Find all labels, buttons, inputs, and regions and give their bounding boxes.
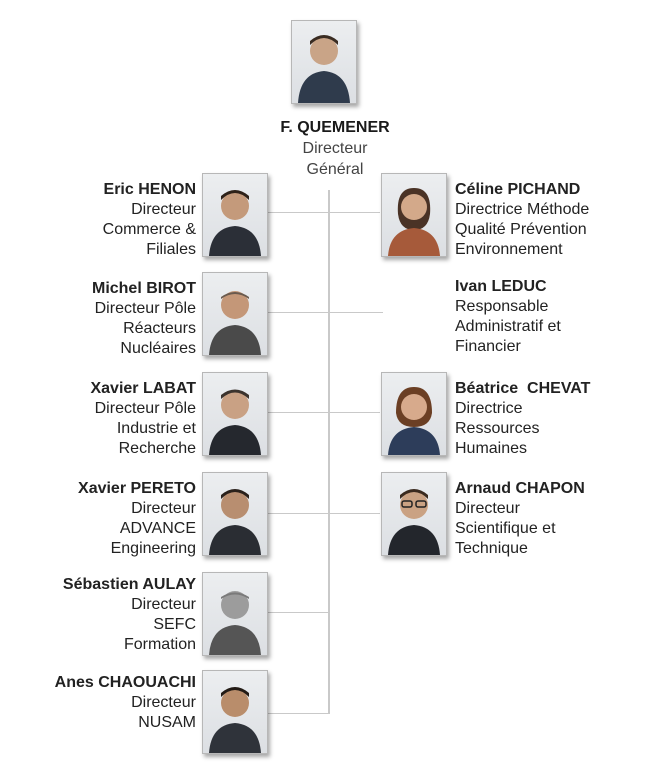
director-general-role-line: Général [306, 161, 364, 178]
person-role-line: Réacteurs [123, 320, 196, 337]
person-role-line: Nucléaires [120, 340, 196, 357]
person-role-line: Directrice [455, 400, 523, 417]
director-general-role-line: Directeur [302, 140, 368, 157]
left-person-photo [202, 472, 268, 556]
person-name: Ivan LEDUC [455, 278, 547, 295]
left-person-card [0, 379, 196, 459]
person-role-line: Technique [455, 540, 528, 557]
person-name: Arnaud CHAPON [455, 480, 585, 497]
connector-line [268, 513, 380, 514]
person-role-line: Directeur [131, 201, 196, 218]
left-person-photo [202, 572, 268, 656]
person-silhouette-icon [382, 473, 446, 555]
left-person-card [0, 180, 196, 260]
director-general-name: F. QUEMENER [280, 119, 390, 136]
connector-line [268, 212, 380, 213]
person-role-line: Ressources [455, 420, 540, 437]
person-role-line: Directrice Méthode [455, 201, 590, 218]
person-silhouette-icon [203, 473, 267, 555]
trunk-line [328, 190, 330, 714]
person-role-line: Directeur [455, 500, 520, 517]
right-person-card [455, 379, 655, 459]
person-role-line: Filiales [146, 241, 196, 258]
person-role-line: ADVANCE [119, 520, 196, 537]
right-person-card [455, 277, 655, 357]
person-role-line: Formation [123, 636, 196, 653]
person-role-line: Engineering [110, 540, 196, 557]
left-person-photo [202, 173, 268, 257]
left-person-photo [202, 372, 268, 456]
connector-line [268, 612, 329, 613]
right-person-photo [381, 173, 447, 257]
connector-line [268, 713, 329, 714]
person-role-line: Financier [455, 338, 521, 355]
person-role-line: Responsable [455, 298, 549, 315]
left-person-card [0, 575, 196, 655]
left-person-card [0, 279, 196, 359]
person-role-line: Directeur [131, 500, 196, 517]
person-role-line: Environnement [455, 241, 563, 258]
person-silhouette-icon [203, 174, 267, 256]
person-role-line: Recherche [118, 440, 196, 457]
person-name: Béatrice CHEVAT [455, 380, 591, 397]
director-general-card [230, 117, 440, 180]
person-role-line: NUSAM [138, 714, 196, 731]
person-name: Xavier PERETO [78, 480, 196, 497]
person-name: Michel BIROT [91, 280, 196, 297]
left-person-card [0, 479, 196, 559]
person-role-line: Scientifique et [455, 520, 556, 537]
left-person-card [0, 673, 196, 733]
person-silhouette-icon [203, 273, 267, 355]
person-role-line: Directeur Pôle [94, 300, 196, 317]
person-role-line: Directeur [131, 596, 196, 613]
person-role-line: Industrie et [116, 420, 196, 437]
person-silhouette-icon [203, 573, 267, 655]
left-person-photo [202, 272, 268, 356]
person-name: Eric HENON [103, 181, 196, 198]
person-role-line: Qualité Prévention [455, 221, 587, 238]
right-person-card [455, 479, 655, 559]
right-person-photo [381, 372, 447, 456]
person-name: Xavier LABAT [90, 380, 196, 397]
left-person-photo [202, 670, 268, 754]
person-silhouette-icon [382, 174, 446, 256]
person-role-line: SEFC [153, 616, 196, 633]
director-general-photo [291, 20, 357, 104]
person-name: Sébastien AULAY [62, 576, 196, 593]
connector-line [268, 312, 383, 313]
person-role-line: Administratif et [455, 318, 561, 335]
person-role-line: Directeur Pôle [94, 400, 196, 417]
right-person-card [455, 180, 655, 260]
person-role-line: Directeur [131, 694, 196, 711]
person-silhouette-icon [203, 671, 267, 753]
person-silhouette-icon [382, 373, 446, 455]
person-silhouette-icon [292, 21, 356, 103]
person-name: Anes CHAOUACHI [54, 674, 196, 691]
person-role-line: Humaines [455, 440, 528, 457]
person-silhouette-icon [203, 373, 267, 455]
person-name: Céline PICHAND [455, 181, 581, 198]
person-role-line: Commerce & [102, 221, 196, 238]
right-person-photo [381, 472, 447, 556]
connector-line [268, 412, 380, 413]
